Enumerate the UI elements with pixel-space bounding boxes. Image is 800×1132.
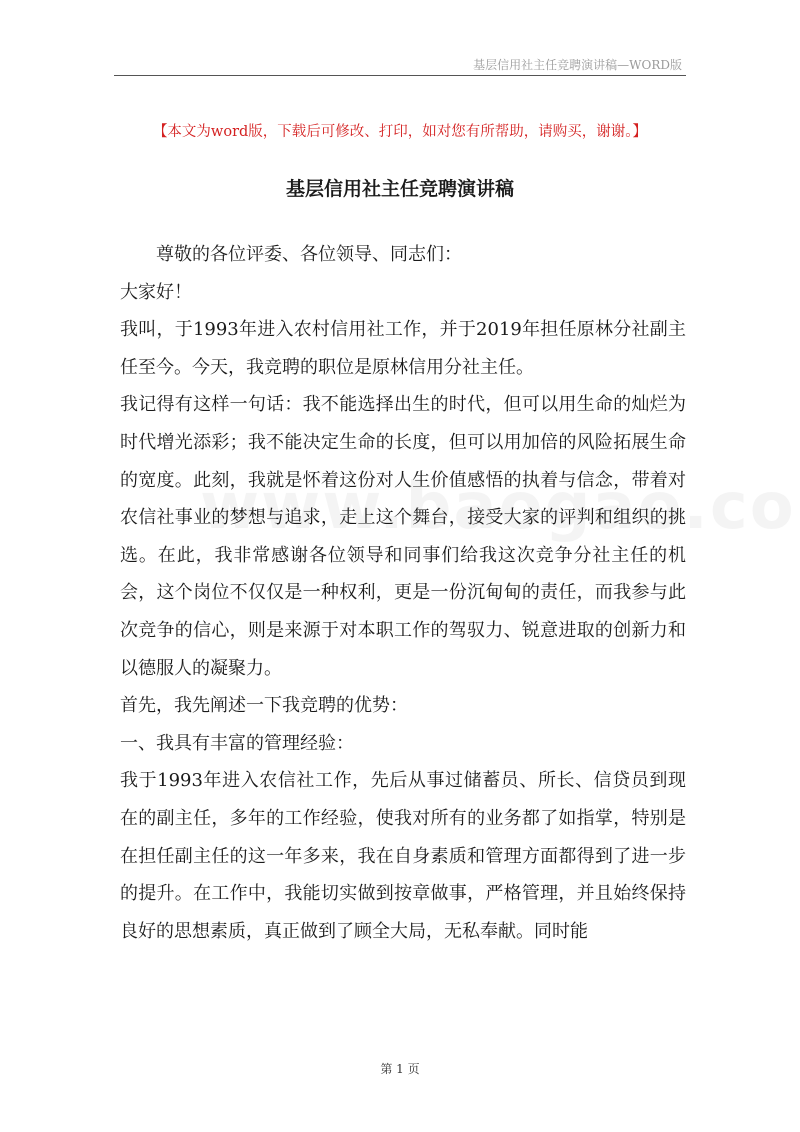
header-rule xyxy=(114,75,686,76)
paragraph-motivation: 我记得有这样一句话：我不能选择出生的时代，但可以用生命的灿烂为时代增光添彩；我不能决定生命的长度，但可以用加倍的风险拓展生命的宽度。此刻，我就是怀着这份对人生价值感悟的执着与信念，带着对农信社事业的梦想与追求，走上这个舞台，接受大家的评判和组织的挑选。在此，我非常感谢各位领导和同事们给我这次竞争分社主任的机会，这个岗位不仅仅是一种权利，更是一份沉甸甸的责任，而我参与此次竞争的信心，则是来源于对本职工作的驾驭力、锐意进取的创新力和以德服人的凝聚力。 xyxy=(120,394,686,679)
paragraph-advantages-lead: 首先，我先阐述一下我竞聘的优势： xyxy=(120,695,408,717)
download-notice: 【本文为word版，下载后可修改、打印，如对您有所帮助，请购买，谢谢。】 xyxy=(152,124,648,140)
salutation: 尊敬的各位评委、各位领导、同志们： xyxy=(156,244,462,265)
running-header: 基层信用社主任竞聘演讲稿—WORD版 xyxy=(473,58,682,72)
section-heading-1: 一、我具有丰富的管理经验： xyxy=(120,732,354,754)
document-title: 基层信用社主任竞聘演讲稿 xyxy=(285,178,514,200)
page-number: 第 1 页 xyxy=(380,1062,420,1076)
document-body xyxy=(120,236,686,950)
greeting: 大家好！ xyxy=(120,281,192,303)
paragraph-experience: 我于1993年进入农信社工作，先后从事过储蓄员、所长、信贷员到现在的副主任，多年的工作经验，使我对所有的业务都了如指掌，特别是在担任副主任的这一年多来，我在自身素质和管理方面都得到了进一步的提升。在工作中，我能切实做到按章做事，严格管理，并且始终保持良好的思想素质，真正做到了顾全大局，无私奉献。同时能 xyxy=(120,770,686,942)
paragraph-intro: 我叫，于1993年进入农村信用社工作，并于2019年担任原林分社副主任至今。今天，我竞聘的职位是原林信用分社主任。 xyxy=(120,319,686,378)
